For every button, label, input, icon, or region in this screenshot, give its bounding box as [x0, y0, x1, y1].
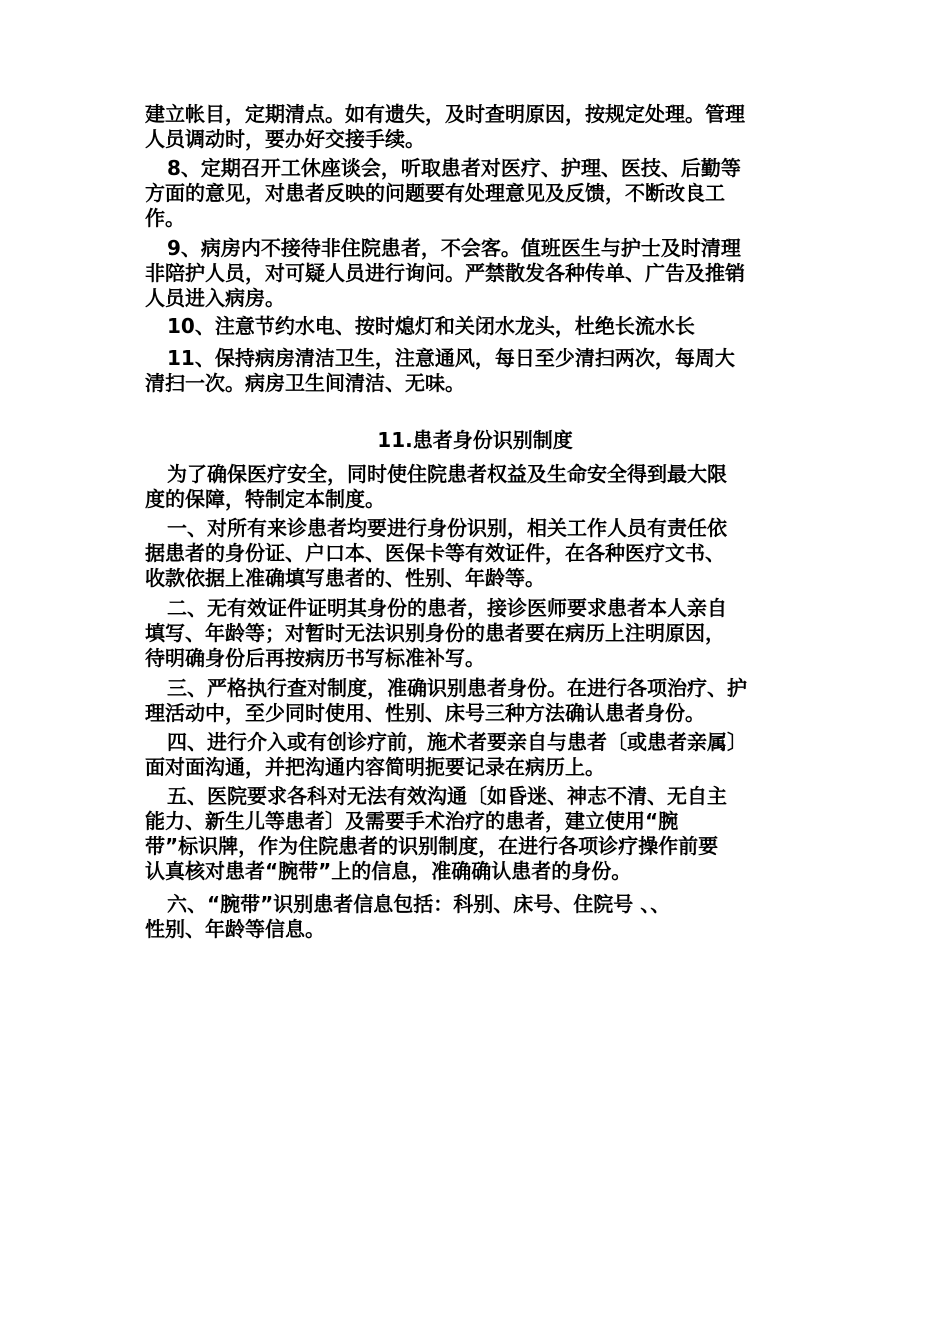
text-line: 11、保持病房清洁卫生，注意通风，每日至少清扫两次，每周大 — [167, 346, 735, 370]
text-line: 9、病房内不接待非住院患者，不会客。值班医生与护士及时清理 — [167, 236, 741, 260]
section-title: 11.患者身份识别制度 — [377, 428, 573, 452]
text-line: 填写、年龄等；对暂时无法识别身份的患者要在病历上注明原因， — [145, 621, 725, 645]
text-line: 方面的意见，对患者反映的问题要有处理意见及反馈，不断改良工 — [145, 181, 725, 205]
text-line: 建立帐目，定期清点。如有遗失，及时查明原因，按规定处理。管理 — [145, 102, 745, 126]
item-4-paragraph — [145, 730, 825, 780]
text-line: 理活动中，至少同时使用、性别、床号三种方法确认患者身份。 — [145, 701, 705, 725]
text-line: 一、对所有来诊患者均要进行身份识别，相关工作人员有责任依 — [167, 516, 727, 540]
text-line: 作。 — [145, 206, 185, 230]
text-line: 人员进入病房。 — [145, 286, 285, 310]
item-3-paragraph — [145, 676, 825, 726]
text-line: 为了确保医疗安全，同时使住院患者权益及生命安全得到最大限 — [167, 462, 727, 486]
text-line: 二、无有效证件证明其身份的患者，接诊医师要求患者本人亲自 — [167, 596, 727, 620]
text-line: 三、严格执行查对制度，准确识别患者身份。在进行各项治疗、护 — [167, 676, 747, 700]
text-line: 面对面沟通，并把沟通内容简明扼要记录在病历上。 — [145, 755, 605, 779]
intro-paragraph — [145, 462, 825, 512]
text-line: 能力、新生儿等患者〕及需要手术治疗的患者，建立使用“腕 — [145, 809, 679, 833]
text-line: 五、医院要求各科对无法有效沟通〔如昏迷、神志不清、无自主 — [167, 784, 727, 808]
text-line: 度的保障，特制定本制度。 — [145, 487, 385, 511]
text-line: 性别、年龄等信息。 — [145, 917, 325, 941]
item-1-paragraph — [145, 516, 825, 591]
item-2-paragraph — [145, 596, 825, 671]
text-line: 收款依据上准确填写患者的、性别、年龄等。 — [145, 566, 545, 590]
text-line: 8、定期召开工休座谈会，听取患者对医疗、护理、医技、后勤等 — [167, 156, 741, 180]
paragraph-8 — [145, 156, 825, 231]
text-line: 人员调动时，要办好交接手续。 — [145, 127, 425, 151]
text-line: 带”标识牌，作为住院患者的识别制度，在进行各项诊疗操作前要 — [145, 834, 719, 858]
text-line: 待明确身份后再按病历书写标准补写。 — [145, 646, 485, 670]
text-line: 据患者的身份证、户口本、医保卡等有效证件，在各种医疗文书、 — [145, 541, 725, 565]
paragraph-7-tail — [145, 102, 825, 152]
text-line: 非陪护人员，对可疑人员进行询问。严禁散发各种传单、广告及推销 — [145, 261, 745, 285]
text-line: 六、“腕带”识别患者信息包括：科别、床号、住院号 、、 — [167, 892, 671, 916]
item-5-paragraph — [145, 784, 825, 884]
item-6-paragraph — [145, 892, 825, 942]
text-line: 四、进行介入或有创诊疗前，施术者要亲自与患者〔或患者亲属〕 — [167, 730, 747, 754]
paragraph-11 — [145, 346, 825, 396]
paragraph-9 — [145, 236, 825, 311]
text-line: 认真核对患者“腕带”上的信息，准确确认患者的身份。 — [145, 859, 632, 883]
paragraph-10 — [145, 314, 825, 339]
text-line: 清扫一次。病房卫生间清洁、无味。 — [145, 371, 465, 395]
text-line: 10、注意节约水电、按时熄灯和关闭水龙头，杜绝长流水长 — [167, 314, 695, 338]
